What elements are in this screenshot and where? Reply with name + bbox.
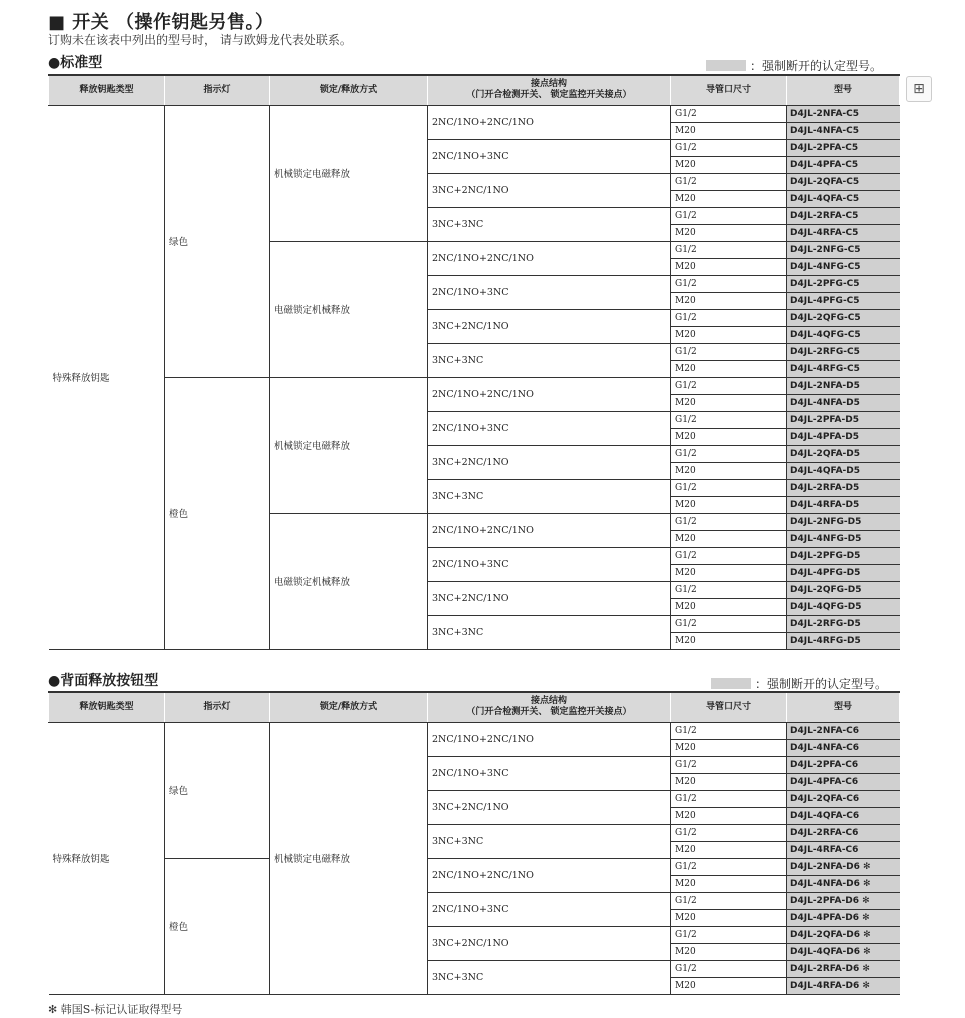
cell-contact-structure: 2NC/1NO+3NC — [428, 547, 671, 581]
cell-model: D4JL-2PFA-C5 — [787, 139, 900, 156]
cell-conduit-size: G1/2 — [671, 892, 787, 909]
legend-text: ：强制断开的认定型号。 — [755, 677, 888, 691]
cell-model: D4JL-4PFG-D5 — [787, 564, 900, 581]
cell-conduit-size: M20 — [671, 156, 787, 173]
cell-conduit-size: M20 — [671, 977, 787, 994]
cell-conduit-size: M20 — [671, 598, 787, 615]
cell-model: D4JL-4PFA-C5 — [787, 156, 900, 173]
cell-model: D4JL-2PFA-D6 ✻ — [787, 892, 900, 909]
cell-conduit-size: M20 — [671, 258, 787, 275]
cell-conduit-size: G1/2 — [671, 105, 787, 122]
cell-model: D4JL-4NFG-D5 — [787, 530, 900, 547]
cell-model: D4JL-2QFA-C6 — [787, 790, 900, 807]
cell-model: D4JL-4RFA-D5 — [787, 496, 900, 513]
cell-model: D4JL-2RFG-C5 — [787, 343, 900, 360]
cell-conduit-size: M20 — [671, 462, 787, 479]
cell-conduit-size: G1/2 — [671, 309, 787, 326]
cell-conduit-size: M20 — [671, 360, 787, 377]
cell-model: D4JL-2RFA-D5 — [787, 479, 900, 496]
cell-model: D4JL-4NFG-C5 — [787, 258, 900, 275]
cell-contact-structure: 2NC/1NO+2NC/1NO — [428, 858, 671, 892]
cell-model: D4JL-4QFA-D6 ✻ — [787, 943, 900, 960]
legend-swatch — [706, 60, 746, 71]
cell-model: D4JL-2QFG-D5 — [787, 581, 900, 598]
cell-model: D4JL-2QFA-C5 — [787, 173, 900, 190]
cell-contact-structure: 3NC+3NC — [428, 479, 671, 513]
cell-contact-structure: 3NC+2NC/1NO — [428, 581, 671, 615]
cell-model: D4JL-2PFA-C6 — [787, 756, 900, 773]
cell-model: D4JL-4NFA-D6 ✻ — [787, 875, 900, 892]
cell-conduit-size: M20 — [671, 190, 787, 207]
cell-model: D4JL-2NFA-D6 ✻ — [787, 858, 900, 875]
cell-model: D4JL-4PFG-C5 — [787, 292, 900, 309]
table-row — [49, 858, 900, 875]
cell-model: D4JL-2NFA-D5 — [787, 377, 900, 394]
cell-model: D4JL-4RFG-D5 — [787, 632, 900, 649]
cell-conduit-size: M20 — [671, 326, 787, 343]
cell-model: D4JL-4RFA-C6 — [787, 841, 900, 858]
header-conduit-size: 导管口尺寸 — [671, 75, 787, 105]
cell-contact-structure: 2NC/1NO+2NC/1NO — [428, 377, 671, 411]
header-indicator: 指示灯 — [165, 692, 270, 722]
cell-conduit-size: M20 — [671, 122, 787, 139]
cell-conduit-size: M20 — [671, 428, 787, 445]
cell-contact-structure: 3NC+2NC/1NO — [428, 926, 671, 960]
cell-lock-release: 机械锁定电磁释放 — [270, 377, 428, 513]
header-model: 型号 — [787, 692, 900, 722]
header-release-key-type: 释放钥匙类型 — [49, 75, 165, 105]
cell-conduit-size: G1/2 — [671, 513, 787, 530]
cell-model: D4JL-4RFA-D6 ✻ — [787, 977, 900, 994]
cell-lock-release: 机械锁定电磁释放 — [270, 722, 428, 994]
cell-indicator: 绿色 — [165, 105, 270, 377]
cell-conduit-size: M20 — [671, 909, 787, 926]
cell-model: D4JL-4NFA-D5 — [787, 394, 900, 411]
cell-model: D4JL-2NFA-C5 — [787, 105, 900, 122]
cell-contact-structure: 3NC+3NC — [428, 824, 671, 858]
cell-model: D4JL-4NFA-C6 — [787, 739, 900, 756]
header-release-key-type: 释放钥匙类型 — [49, 692, 165, 722]
cell-model: D4JL-4PFA-D5 — [787, 428, 900, 445]
cell-conduit-size: M20 — [671, 943, 787, 960]
footnote: ✻ 韩国S-标记认证取得型号 — [48, 1003, 183, 1016]
standard-model-table — [48, 74, 900, 650]
cell-model: D4JL-4QFA-C6 — [787, 807, 900, 824]
cell-conduit-size: G1/2 — [671, 241, 787, 258]
cell-contact-structure: 2NC/1NO+2NC/1NO — [428, 241, 671, 275]
cell-model: D4JL-2QFG-C5 — [787, 309, 900, 326]
cell-conduit-size: G1/2 — [671, 207, 787, 224]
cell-conduit-size: G1/2 — [671, 377, 787, 394]
page-title: ■ 开关 （操作钥匙另售。） — [48, 12, 274, 33]
cell-model: D4JL-2RFA-C6 — [787, 824, 900, 841]
legend-back-release — [711, 675, 887, 692]
cell-model: D4JL-4QFG-C5 — [787, 326, 900, 343]
cell-conduit-size: G1/2 — [671, 824, 787, 841]
cell-model: D4JL-2QFA-D5 — [787, 445, 900, 462]
cell-conduit-size: M20 — [671, 292, 787, 309]
cell-conduit-size: M20 — [671, 394, 787, 411]
section-title-back-release: ●背面释放按钮型 — [48, 673, 159, 689]
cell-conduit-size: M20 — [671, 632, 787, 649]
cell-conduit-size: G1/2 — [671, 722, 787, 739]
cell-conduit-size: G1/2 — [671, 445, 787, 462]
cell-conduit-size: M20 — [671, 530, 787, 547]
cell-contact-structure: 2NC/1NO+3NC — [428, 139, 671, 173]
cell-model: D4JL-4RFG-C5 — [787, 360, 900, 377]
header-contact-structure: 接点结构 （门开合检测开关、 锁定监控开关接点） — [428, 75, 671, 105]
cell-contact-structure: 3NC+2NC/1NO — [428, 309, 671, 343]
table-row — [49, 105, 900, 122]
cell-contact-structure: 2NC/1NO+2NC/1NO — [428, 513, 671, 547]
cell-contact-structure: 2NC/1NO+3NC — [428, 756, 671, 790]
cell-model: D4JL-2RFA-D6 ✻ — [787, 960, 900, 977]
cell-indicator: 橙色 — [165, 858, 270, 994]
cell-model: D4JL-4QFA-C5 — [787, 190, 900, 207]
cell-contact-structure: 3NC+2NC/1NO — [428, 445, 671, 479]
cell-model: D4JL-2NFA-C6 — [787, 722, 900, 739]
cell-conduit-size: M20 — [671, 875, 787, 892]
cell-key-type: 特殊释放钥匙 — [49, 722, 165, 994]
cell-model: D4JL-2PFG-D5 — [787, 547, 900, 564]
cell-key-type: 特殊释放钥匙 — [49, 105, 165, 649]
cell-model: D4JL-4QFG-D5 — [787, 598, 900, 615]
cell-conduit-size: M20 — [671, 496, 787, 513]
cell-conduit-size: G1/2 — [671, 343, 787, 360]
scan-icon[interactable]: ⊞ — [906, 76, 932, 102]
cell-conduit-size: G1/2 — [671, 479, 787, 496]
cell-contact-structure: 3NC+2NC/1NO — [428, 790, 671, 824]
cell-conduit-size: M20 — [671, 739, 787, 756]
cell-contact-structure: 3NC+3NC — [428, 207, 671, 241]
cell-model: D4JL-4RFA-C5 — [787, 224, 900, 241]
cell-contact-structure: 3NC+2NC/1NO — [428, 173, 671, 207]
back-release-model-table — [48, 691, 900, 995]
header-lock-release: 锁定/释放方式 — [270, 692, 428, 722]
cell-conduit-size: M20 — [671, 841, 787, 858]
cell-contact-structure: 3NC+3NC — [428, 960, 671, 994]
page-subtitle: 订购未在该表中列出的型号时， 请与欧姆龙代表处联系。 — [48, 33, 352, 47]
table-row — [49, 722, 900, 739]
header-conduit-size: 导管口尺寸 — [671, 692, 787, 722]
cell-conduit-size: G1/2 — [671, 275, 787, 292]
cell-contact-structure: 2NC/1NO+3NC — [428, 275, 671, 309]
cell-conduit-size: G1/2 — [671, 139, 787, 156]
cell-conduit-size: G1/2 — [671, 858, 787, 875]
header-lock-release: 锁定/释放方式 — [270, 75, 428, 105]
cell-contact-structure: 2NC/1NO+3NC — [428, 411, 671, 445]
cell-conduit-size: G1/2 — [671, 547, 787, 564]
cell-contact-structure: 3NC+3NC — [428, 343, 671, 377]
cell-model: D4JL-4NFA-C5 — [787, 122, 900, 139]
header-indicator: 指示灯 — [165, 75, 270, 105]
cell-conduit-size: G1/2 — [671, 790, 787, 807]
cell-conduit-size: M20 — [671, 564, 787, 581]
cell-model: D4JL-2RFG-D5 — [787, 615, 900, 632]
cell-conduit-size: G1/2 — [671, 173, 787, 190]
legend-standard — [706, 57, 882, 74]
cell-model: D4JL-2NFG-C5 — [787, 241, 900, 258]
cell-model: D4JL-2RFA-C5 — [787, 207, 900, 224]
cell-conduit-size: G1/2 — [671, 411, 787, 428]
cell-model: D4JL-4QFA-D5 — [787, 462, 900, 479]
cell-indicator: 橙色 — [165, 377, 270, 649]
cell-conduit-size: G1/2 — [671, 960, 787, 977]
cell-lock-release: 电磁锁定机械释放 — [270, 513, 428, 649]
cell-conduit-size: M20 — [671, 773, 787, 790]
header-contact-structure: 接点结构 （门开合检测开关、 锁定监控开关接点） — [428, 692, 671, 722]
legend-swatch — [711, 678, 751, 689]
cell-conduit-size: M20 — [671, 807, 787, 824]
cell-model: D4JL-2NFG-D5 — [787, 513, 900, 530]
cell-model: D4JL-2PFG-C5 — [787, 275, 900, 292]
cell-conduit-size: G1/2 — [671, 926, 787, 943]
cell-model: D4JL-4PFA-C6 — [787, 773, 900, 790]
cell-conduit-size: M20 — [671, 224, 787, 241]
cell-lock-release: 机械锁定电磁释放 — [270, 105, 428, 241]
legend-text: ：强制断开的认定型号。 — [750, 59, 883, 73]
cell-contact-structure: 2NC/1NO+2NC/1NO — [428, 722, 671, 756]
cell-model: D4JL-4PFA-D6 ✻ — [787, 909, 900, 926]
cell-contact-structure: 2NC/1NO+3NC — [428, 892, 671, 926]
cell-indicator: 绿色 — [165, 722, 270, 858]
cell-lock-release: 电磁锁定机械释放 — [270, 241, 428, 377]
table-row — [49, 377, 900, 394]
cell-contact-structure: 3NC+3NC — [428, 615, 671, 649]
cell-model: D4JL-2QFA-D6 ✻ — [787, 926, 900, 943]
cell-contact-structure: 2NC/1NO+2NC/1NO — [428, 105, 671, 139]
cell-conduit-size: G1/2 — [671, 581, 787, 598]
header-model: 型号 — [787, 75, 900, 105]
cell-conduit-size: G1/2 — [671, 756, 787, 773]
cell-conduit-size: G1/2 — [671, 615, 787, 632]
section-title-standard: ●标准型 — [48, 55, 103, 71]
cell-model: D4JL-2PFA-D5 — [787, 411, 900, 428]
